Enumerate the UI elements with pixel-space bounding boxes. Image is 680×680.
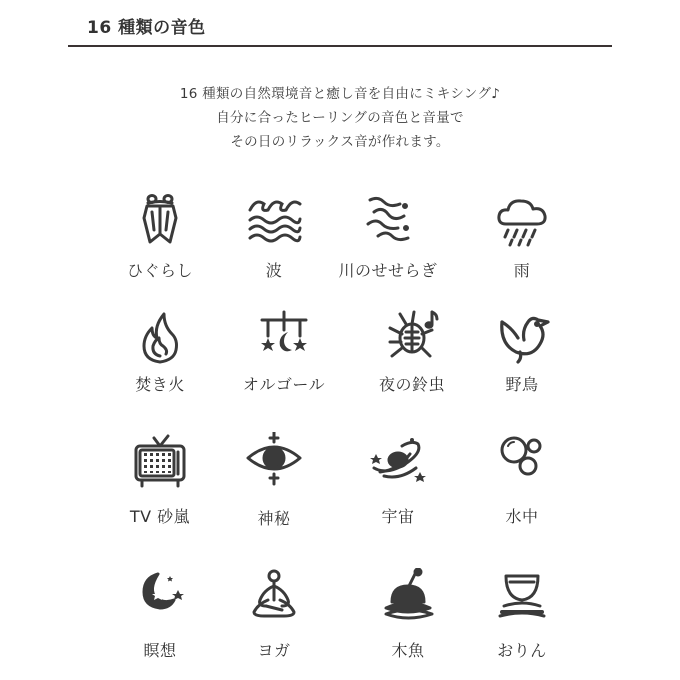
sound-item-yoga (204, 568, 344, 678)
sound-label: 焚き火 (135, 375, 185, 394)
moon-stars-icon (130, 568, 190, 628)
sound-item-music-box (214, 308, 354, 418)
galaxy-icon (368, 432, 428, 492)
description-line-3: その日のリラックス音が作れます。 (230, 134, 450, 150)
mokugyo-icon (378, 568, 438, 628)
sound-item-galaxy (328, 432, 468, 542)
cicada-icon (130, 190, 190, 250)
tv-static-icon (130, 432, 190, 492)
singing-bowl-icon (492, 568, 552, 628)
sound-label: 夜の鈴虫 (378, 375, 445, 394)
sound-item-underwater (452, 432, 592, 542)
sound-item-mystic (204, 432, 344, 542)
bubbles-icon (492, 432, 552, 492)
sound-label: 神秘 (257, 509, 291, 528)
sound-label: オルゴール (242, 375, 326, 394)
stream-icon (358, 190, 418, 250)
sound-item-orin (452, 568, 592, 678)
bird-icon (492, 308, 552, 368)
sound-item-stream (318, 190, 458, 300)
page-heading: 16 種類の音色 (87, 18, 206, 38)
sound-item-bonfire (90, 308, 230, 418)
sound-label: TV 砂嵐 (129, 507, 191, 526)
bonfire-icon (130, 308, 190, 368)
sound-label: ひぐらし (126, 261, 193, 280)
sound-label: 雨 (513, 261, 531, 280)
sound-label: 野鳥 (505, 375, 539, 394)
sound-label: おりん (497, 641, 547, 660)
sound-label: 木魚 (391, 641, 425, 660)
rain-cloud-icon (492, 190, 552, 250)
sound-label: ヨガ (257, 641, 291, 660)
sound-label: 川のせせらぎ (338, 261, 438, 280)
description-line-1: 16 種類の自然環境音と癒し音を自由にミキシング♪ (179, 86, 501, 102)
music-box-mobile-icon (254, 308, 314, 368)
sound-item-bird (452, 308, 592, 418)
wave-icon (244, 190, 304, 250)
sound-item-rain (452, 190, 592, 300)
sound-label: 水中 (505, 507, 539, 526)
mystic-eye-icon (244, 432, 304, 492)
sound-label: 瞑想 (143, 641, 177, 660)
yoga-pose-icon (244, 568, 304, 628)
cricket-icon (382, 308, 442, 368)
sound-label: 宇宙 (381, 507, 415, 526)
sound-label: 波 (265, 261, 283, 280)
description-line-2: 自分に合ったヒーリングの音色と音量で (216, 110, 464, 126)
